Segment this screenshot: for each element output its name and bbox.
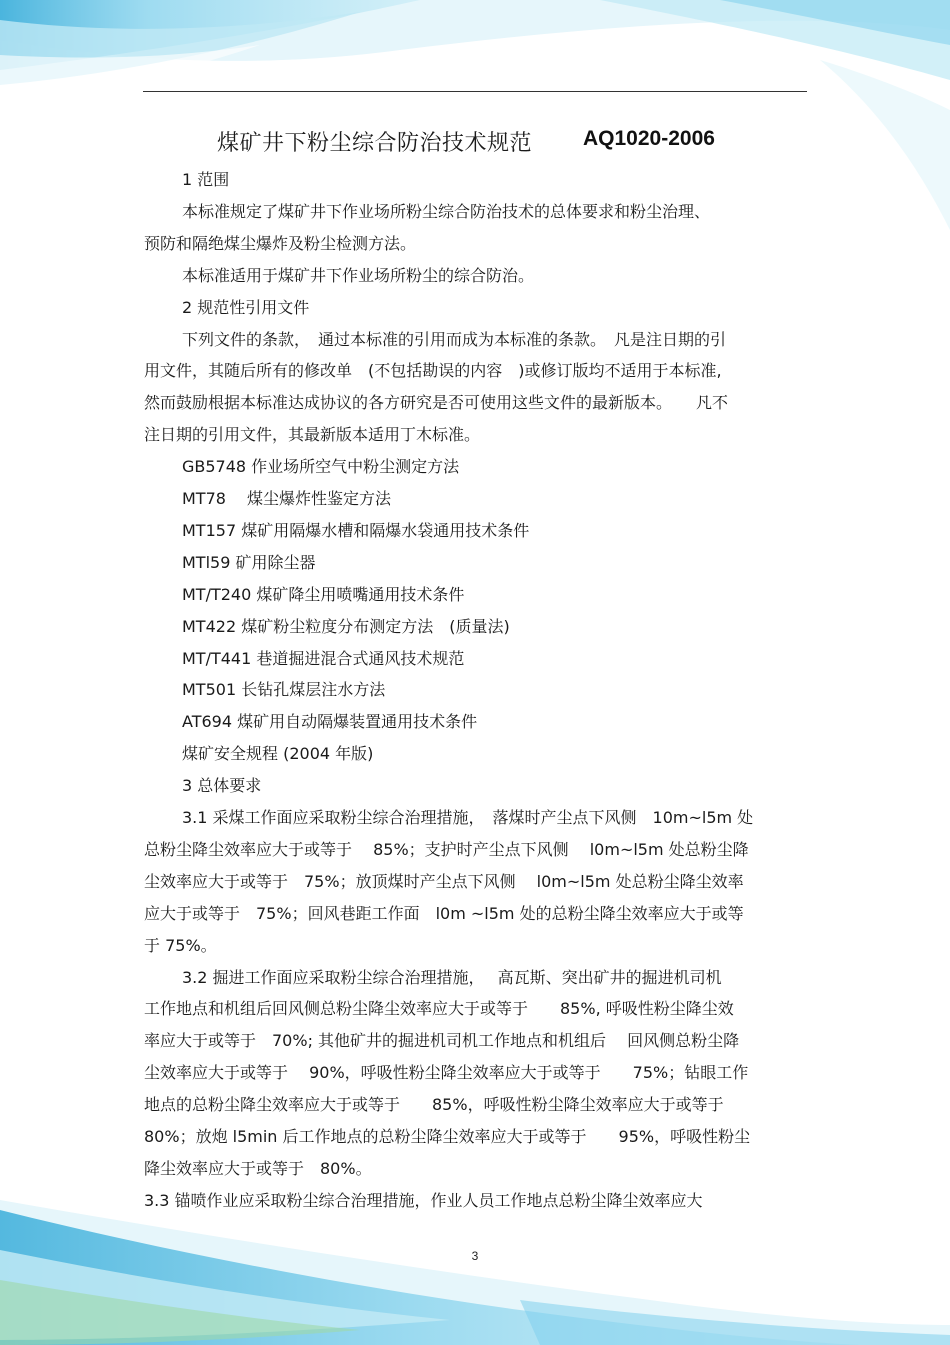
document-code: AQ1020-2006	[583, 127, 715, 150]
text-line: MT501 长钻孔煤层注水方法	[182, 680, 386, 700]
text-line: MT157 煤矿用隔爆水槽和隔爆水袋通用技术条件	[182, 520, 530, 540]
text-line: 本标准适用于煤矿井下作业场所粉尘的综合防治。	[182, 265, 535, 285]
text-line: 尘效率应大于或等于 75%；放顶煤时产尘点下风侧 l0m~l5m 处总粉尘降尘效率	[144, 871, 744, 891]
text-line: 率应大于或等于 70%; 其他矿井的掘进机司机工作地点和机组后 回风侧总粉尘降	[144, 1031, 740, 1051]
text-line: 应大于或等于 75%；回风巷距工作面 l0m ~l5m 处的总粉尘降尘效率应大于或等	[144, 903, 744, 923]
text-line: 1 范围	[182, 170, 230, 189]
text-line: MT/T441 巷道掘进混合式通风技术规范	[182, 648, 465, 668]
text-line: 用文件，其随后所有的修改单 (不包括勘误的内容 )或修订版均不适用于本标准,	[144, 361, 722, 381]
document-title-row	[0, 126, 950, 158]
text-line: 地点的总粉尘降尘效率应大于或等于 85%，呼吸性粉尘降尘效率应大于或等于	[144, 1095, 724, 1115]
text-line: 工作地点和机组后回风侧总粉尘降尘效率应大于或等于 85%, 呼吸性粉尘降尘效	[144, 999, 734, 1019]
text-line: 注日期的引用文件，其最新版本适用丁木标准。	[144, 425, 481, 445]
document-title: 煤矿井下粉尘综合防治技术规范	[217, 131, 533, 156]
text-line: MT422 煤矿粉尘粒度分布测定方法 (质量法)	[182, 616, 510, 636]
header-rule	[143, 91, 807, 92]
text-line: 煤矿安全规程 (2004 年版)	[182, 744, 374, 764]
text-line: 于 75%。	[144, 935, 217, 955]
text-line: 降尘效率应大于或等于 80%。	[144, 1158, 372, 1178]
text-line: MTl59 矿用除尘器	[182, 552, 316, 572]
text-line: 2 规范性引用文件	[182, 297, 310, 317]
text-line: 3.2 掘进工作面应采取粉尘综合治理措施， 高瓦斯、突出矿井的掘进机司机	[182, 967, 722, 987]
text-line: 然而鼓励根据本标准达成协议的各方研究是否可使用这些文件的最新版本。 凡不	[144, 393, 729, 413]
text-line: AT694 煤矿用自动隔爆装置通用技术条件	[182, 712, 478, 732]
text-line: MT78 煤尘爆炸性鉴定方法	[182, 489, 392, 508]
text-line: GB5748 作业场所空气中粉尘测定方法	[182, 457, 460, 477]
page-number: 3	[471, 1249, 479, 1263]
text-line: 尘效率应大于或等于 90%，呼吸性粉尘降尘效率应大于或等于 75%；钻眼工作	[144, 1063, 749, 1083]
text-line: 3.1 采煤工作面应采取粉尘综合治理措施， 落煤时产尘点下风侧 10m~l5m 处	[182, 808, 754, 827]
text-line: 3 总体要求	[182, 776, 262, 796]
text-line: 3.3 锚喷作业应采取粉尘综合治理措施，作业人员工作地点总粉尘降尘效率应大	[144, 1190, 703, 1210]
text-line: 本标准规定了煤矿井下作业场所粉尘综合防治技术的总体要求和粉尘治理、	[182, 201, 711, 221]
text-line: MT/T240 煤矿降尘用喷嘴通用技术条件	[182, 584, 465, 604]
text-line: 下列文件的条款， 通过本标准的引用而成为本标准的条款。 凡是注日期的引	[182, 329, 727, 349]
text-line: 总粉尘降尘效率应大于或等于 85%；支护时产尘点下风侧 l0m~l5m 处总粉尘降	[144, 839, 749, 859]
text-line: 预防和隔绝煤尘爆炸及粉尘检测方法。	[144, 233, 417, 253]
text-line: 80%；放炮 l5min 后工作地点的总粉尘降尘效率应大于或等于 95%，呼吸性粉尘	[144, 1127, 751, 1146]
